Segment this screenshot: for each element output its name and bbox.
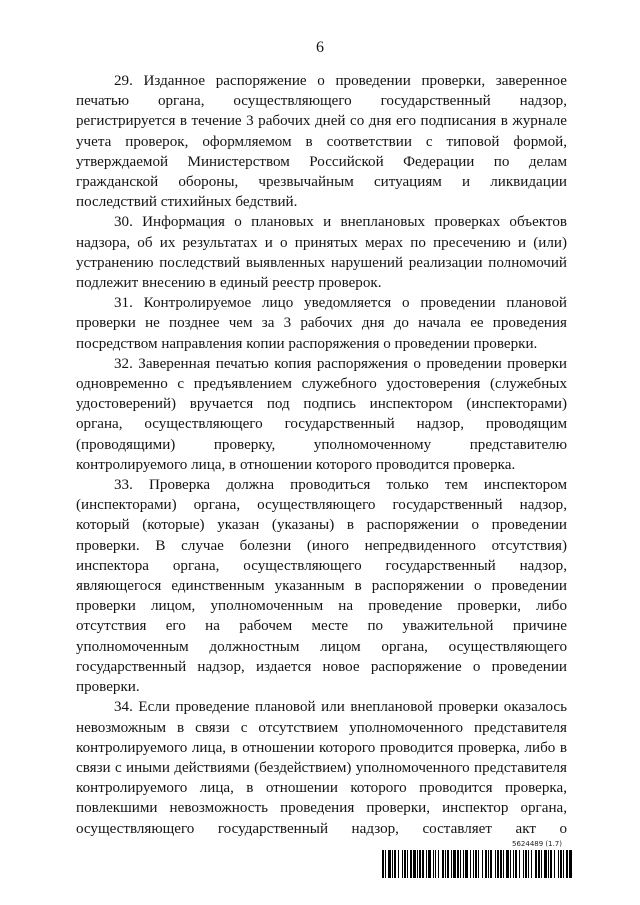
paragraph-31: 31. Контролируемое лицо уведомляется о проведении плановой проверки не позднее чем за 3 рабочих дня до начала ее проведения посредством направления копии распоряжения о проведении проверки.: [76, 295, 567, 352]
paragraph-32: 32. Заверенная печатью копия распоряжения о проведении проверки одновременно с предъявлением служебного удостоверения (служебных удостоверений) вручается под подпись инспектором (инспекторами) органа, осуществляющего государственный надзор, проводящим (проводящими) проверку, уполномоченному представителю контролируемого лица, в отношении которого проводится проверка.: [76, 355, 567, 473]
barcode-block: [382, 840, 572, 880]
barcode-bar: [569, 850, 572, 878]
paragraph-29: 29. Изданное распоряжение о проведении проверки, заверенное печатью органа, осуществляющего государственный надзор, регистрируется в течение 3 рабочих дней со дня его подписания в журнале учета проверок, оформляемом в соответствии с типовой формой, утверждаемой Министерством Российской Федерации по делам гражданской обороны, чрезвычайным ситуациям и ликвидации последствий стихийных бедствий.: [76, 73, 567, 211]
barcode-number: 5624489 (1.7): [512, 840, 562, 848]
paragraph-34: 34. Если проведение плановой или внеплановой проверки оказалось невозможным в связи с отсутствием уполномоченного представителя контролируемого лица, в отношении которого проводится проверка, либо в связи с иными действиями (бездействием) уполномоченного представителя контролируемого лица, в отношении которого проводится проверка, повлекшими невозможность проведения проверки, инспектор органа, осуществляющего государственный надзор, составляет акт о: [76, 699, 567, 837]
paragraph-30: 30. Информация о плановых и внеплановых проверках объектов надзора, об их результатах и о принятых мерах по пресечению и (или) устранению последствий выявленных нарушений реализации полномочий подлежит внесению в единый реестр проверок.: [76, 214, 567, 292]
paragraph-33: 33. Проверка должна проводиться только тем инспектором (инспекторами) органа, осуществляющего государственный надзор, который (которые) указан (указаны) в распоряжении о проведении проверки. В случае болезни (иного непредвиденного отсутствия) инспектора органа, осуществляющего государственный надзор, являющегося единственным указанным в распоряжении о проведении проверки лицом, уполномоченным на проведение проверки, либо отсутствия его на рабочем месте по уважительной причине уполномоченным должностным лицом органа, осуществляющего государственный надзор, издается новое распоряжение о проведении проверки.: [76, 477, 567, 696]
barcode-image: [382, 850, 572, 878]
page-number: 6: [316, 39, 324, 56]
document-body: [76, 71, 567, 839]
